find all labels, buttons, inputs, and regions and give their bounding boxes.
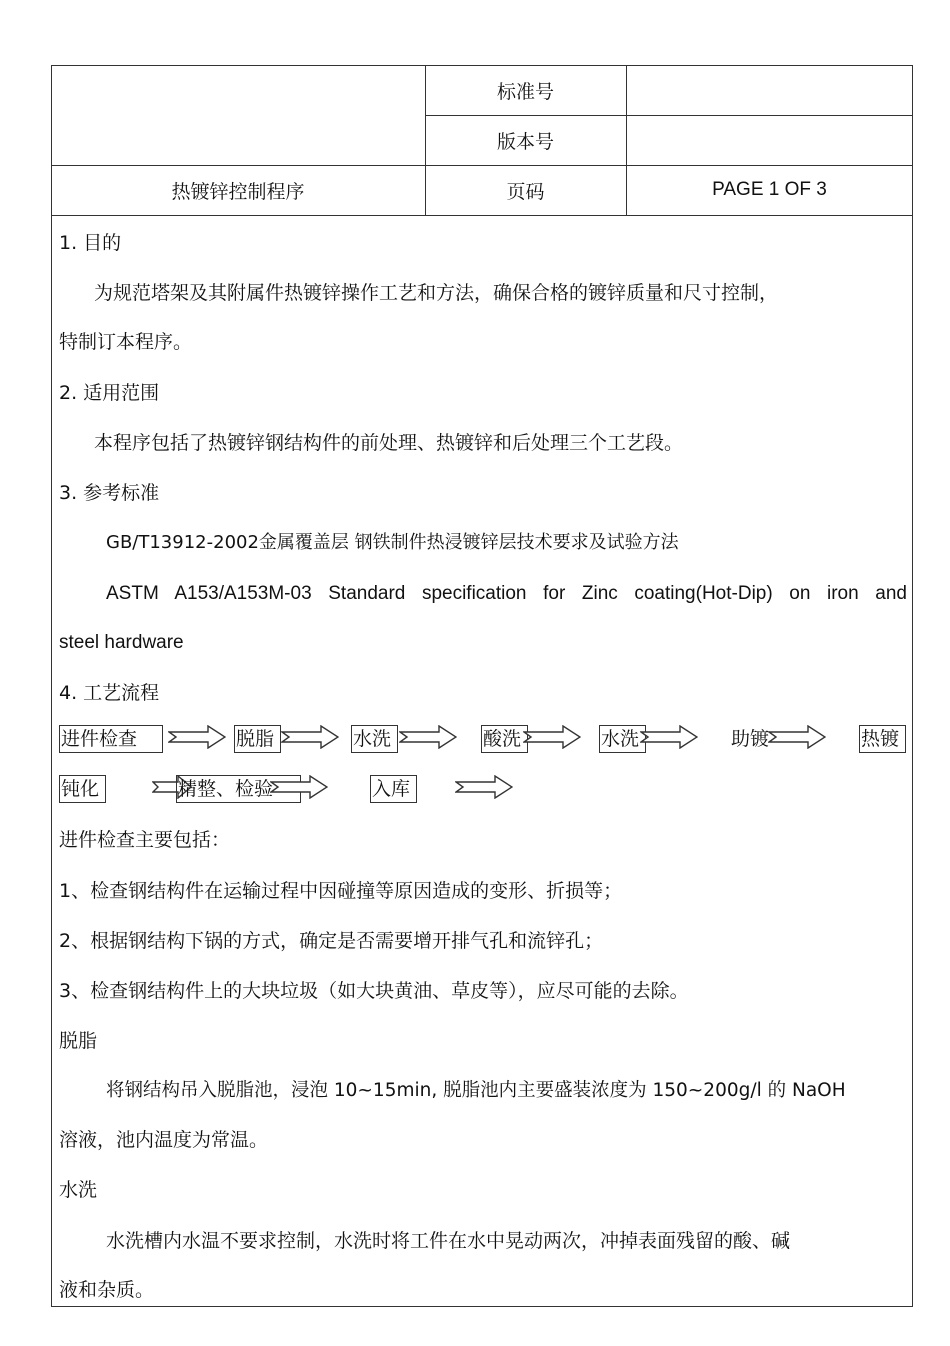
reference-gb-standard: GB/T13912-2002金属覆盖层 钢铁制件热浸镀锌层技术要求及试验方法	[106, 532, 679, 553]
flow-step-warehousing: 入库	[370, 775, 417, 803]
flow-arrow-icon	[168, 725, 226, 749]
flow-step-fluxing: 助镀	[731, 728, 770, 750]
inspection-item-2: 2、根据钢结构下锅的方式，确定是否需要增开排气孔和流锌孔；	[59, 930, 604, 952]
flow-step-hot-dip: 热镀	[859, 725, 906, 753]
page-label: 页码	[506, 180, 545, 203]
rinse-text-line-1: 水洗槽内水温不要求控制，水洗时将工件在水中晃动两次，冲掉表面残留的酸、碱	[106, 1230, 791, 1252]
version-label: 版本号	[496, 130, 554, 153]
flow-arrow-icon	[399, 725, 457, 749]
header-divider-3	[51, 215, 913, 216]
flow-step-incoming-inspection: 进件检查	[59, 725, 163, 753]
reference-heading: 3. 参考标准	[59, 482, 160, 504]
standard-no-label: 标准号	[496, 80, 554, 103]
scope-heading: 2. 适用范围	[59, 382, 160, 404]
standard-no-value	[626, 65, 913, 115]
flow-arrow-icon	[270, 775, 328, 799]
inspection-item-1: 1、检查钢结构件在运输过程中因碰撞等原因造成的变形、折损等；	[59, 880, 623, 902]
degrease-heading: 脱脂	[59, 1030, 98, 1052]
rinse-heading: 水洗	[59, 1179, 98, 1201]
scope-text: 本程序包括了热镀锌钢结构件的前处理、热镀锌和后处理三个工艺段。	[94, 432, 684, 454]
flow-arrow-icon	[768, 725, 826, 749]
reference-astm-line-2: steel hardware	[59, 632, 184, 653]
flow-arrow-icon	[640, 725, 698, 749]
flow-step-finishing-inspection: 精整、检验	[176, 775, 301, 803]
flow-step-passivation: 钝化	[59, 775, 106, 803]
flow-arrow-icon	[281, 725, 339, 749]
process-flow-heading: 4. 工艺流程	[59, 682, 160, 704]
page-number: PAGE 1 OF 3	[712, 179, 827, 200]
flow-step-rinse-1: 水洗	[351, 725, 398, 753]
flow-arrow-icon	[523, 725, 581, 749]
purpose-text-line-1: 为规范塔架及其附属件热镀锌操作工艺和方法，确保合格的镀锌质量和尺寸控制，	[94, 282, 779, 304]
document-frame	[51, 65, 913, 1307]
version-value	[626, 115, 913, 165]
rinse-text-line-2: 液和杂质。	[59, 1279, 155, 1301]
degrease-text-line-1: 将钢结构吊入脱脂池，浸泡 10~15min, 脱脂池内主要盛装浓度为 150~200g/l 的 NaOH	[106, 1080, 846, 1101]
inspection-heading: 进件检查主要包括：	[59, 829, 231, 851]
degrease-text-line-2: 溶液，池内温度为常温。	[59, 1129, 269, 1151]
flow-step-degrease: 脱脂	[234, 725, 281, 753]
document-title: 热镀锌控制程序	[171, 180, 305, 203]
inspection-item-3: 3、检查钢结构件上的大块垃圾（如大块黄油、草皮等），应尽可能的去除。	[59, 980, 689, 1002]
purpose-text-line-2: 特制订本程序。	[59, 331, 193, 353]
flow-arrow-icon	[455, 775, 513, 799]
flow-step-rinse-2: 水洗	[599, 725, 646, 753]
reference-astm-line-1: ASTM A153/A153M-03 Standard specification for Zinc coating(Hot-Dip) on iron and	[106, 583, 907, 604]
purpose-heading: 1. 目的	[59, 232, 122, 254]
flow-step-pickling: 酸洗	[481, 725, 528, 753]
